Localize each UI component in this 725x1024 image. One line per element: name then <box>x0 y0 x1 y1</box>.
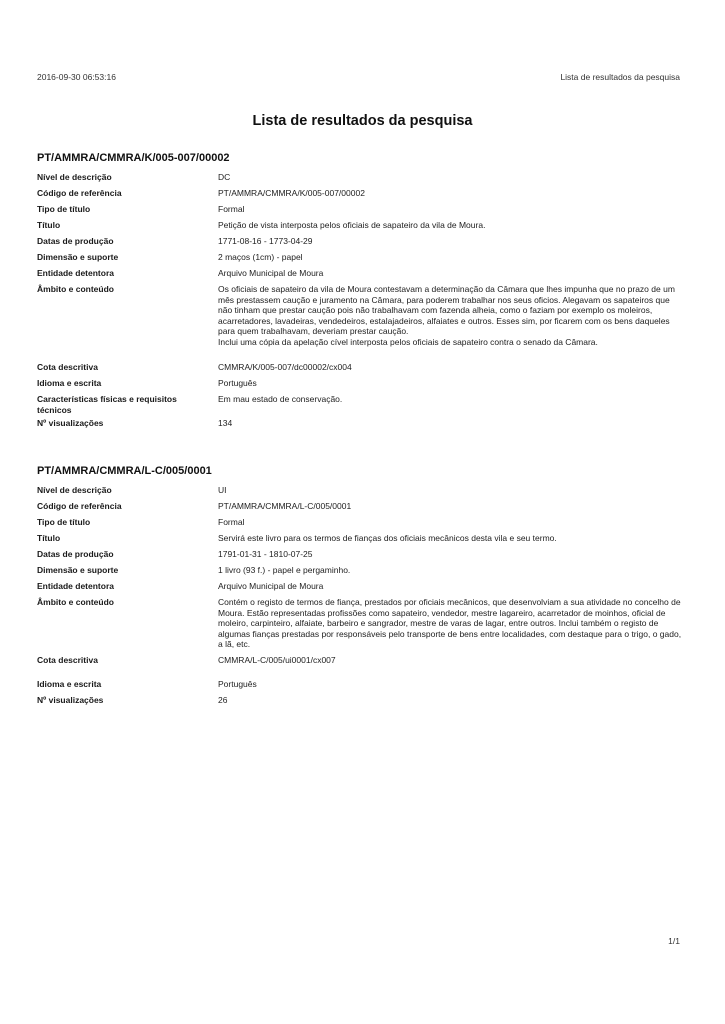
field-value: PT/AMMRA/CMMRA/L-C/005/0001 <box>218 501 352 511</box>
field-row <box>37 533 682 549</box>
field-row <box>37 284 682 362</box>
field-value <box>218 284 682 362</box>
field-row <box>37 597 682 655</box>
field-label: Nível de descrição <box>37 485 112 495</box>
field-row <box>37 204 682 220</box>
field-value: Contém o registo de termos de fiança, prestados por oficiais mecânicos, que desenvolviam a sua atividade no concelho de Moura. Estão representadas profissões como sapateiro, vendedor, mestre lagareiro, acarretador de moinhos, oficial de moleiro, carpinteiro, alfaiate, barbeiro e sangrador, mestre de varas de lagar, entre outros. Inclui também o registo de algumas fianças prestadas por responsáveis pelo transporte de bens entre localidades, com destaque para o trigo, o gado, a lã, etc. <box>218 597 682 650</box>
field-row <box>37 418 682 434</box>
field-row <box>37 679 682 695</box>
record-reference-heading: PT/AMMRA/CMMRA/K/005-007/00002 <box>37 152 230 164</box>
content-paragraph: Inclui uma cópia da apelação cível interposta pelos oficiais de sapateiro contra o senado da Câmara. <box>218 336 598 347</box>
field-label: Datas de produção <box>37 236 114 246</box>
field-row <box>37 362 682 378</box>
field-row <box>37 485 682 501</box>
field-value: 1791-01-31 - 1810-07-25 <box>218 549 313 559</box>
field-value: CMMRA/L-C/005/ui0001/cx007 <box>218 655 336 665</box>
field-row <box>37 549 682 565</box>
field-label: Características físicas e requisitos técnicos <box>37 394 177 415</box>
field-label: Nº visualizações <box>37 695 104 705</box>
record-1 <box>37 152 682 434</box>
field-label: Entidade detentora <box>37 268 114 278</box>
field-label: Entidade detentora <box>37 581 114 591</box>
print-timestamp: 2016-09-30 06:53:16 <box>37 72 116 82</box>
field-label: Código de referência <box>37 188 122 198</box>
field-row <box>37 517 682 533</box>
field-value: PT/AMMRA/CMMRA/K/005-007/00002 <box>218 188 365 198</box>
field-label: Idioma e escrita <box>37 378 102 388</box>
field-row <box>37 501 682 517</box>
field-value: CMMRA/K/005-007/dc00002/cx004 <box>218 362 352 372</box>
field-value: Formal <box>218 517 245 527</box>
field-label: Âmbito e conteúdo <box>37 597 114 607</box>
field-value: UI <box>218 485 227 495</box>
field-label: Nº visualizações <box>37 418 104 428</box>
field-row <box>37 378 682 394</box>
field-label: Tipo de título <box>37 204 91 214</box>
field-value: 1 livro (93 f.) - papel e pergaminho. <box>218 565 351 575</box>
field-label: Título <box>37 220 61 230</box>
field-label: Dimensão e suporte <box>37 252 119 262</box>
field-row <box>37 394 682 418</box>
field-label: Título <box>37 533 61 543</box>
field-value: Formal <box>218 204 245 214</box>
page-title: Lista de resultados da pesquisa <box>252 113 473 129</box>
field-value: Português <box>218 378 257 388</box>
field-label: Dimensão e suporte <box>37 565 119 575</box>
field-label: Cota descritiva <box>37 362 98 372</box>
record-2 <box>37 465 682 711</box>
field-value: 1771-08-16 - 1773-04-29 <box>218 236 313 246</box>
field-label: Tipo de título <box>37 517 91 527</box>
field-row <box>37 581 682 597</box>
page-number: 1/1 <box>668 936 680 946</box>
field-row <box>37 655 682 679</box>
field-value: DC <box>218 172 231 182</box>
field-row <box>37 565 682 581</box>
field-row <box>37 695 682 711</box>
field-value: Português <box>218 679 257 689</box>
field-label: Nível de descrição <box>37 172 112 182</box>
field-value: Arquivo Municipal de Moura <box>218 581 324 591</box>
field-label: Idioma e escrita <box>37 679 102 689</box>
header-title: Lista de resultados da pesquisa <box>560 72 680 82</box>
record-reference-heading: PT/AMMRA/CMMRA/L-C/005/0001 <box>37 465 212 477</box>
field-label: Datas de produção <box>37 549 114 559</box>
field-label: Âmbito e conteúdo <box>37 284 114 294</box>
field-row <box>37 252 682 268</box>
field-row <box>37 268 682 284</box>
content-paragraph: Os oficiais de sapateiro da vila de Moura contestavam a determinação da Câmara que lhes impunha que no prazo de um mês prestassem caução e juramento na Câmara, para poderem trabalhar nos seus oficios. Alegavam os sapateiros que não tinham que prestar caução pois não trabalhavam com fazenda alheia, como o faziam por exemplo os moleiros, acarretadores, lavadeiras, vendedeiros, estalajadeiros, alfaiates e outros. Esses sim, por ficarem com os bens daqueles para quem trabalhavam, deveriam prestar caução. <box>218 284 675 337</box>
field-row <box>37 172 682 188</box>
field-value: 134 <box>218 418 233 428</box>
field-value: Arquivo Municipal de Moura <box>218 268 324 278</box>
field-label: Cota descritiva <box>37 655 98 665</box>
field-value: Servirá este livro para os termos de fianças dos oficiais mecânicos desta vila e seu termo. <box>218 533 557 543</box>
field-row <box>37 220 682 236</box>
field-value: 2 maços (1cm) - papel <box>218 252 303 262</box>
field-row <box>37 236 682 252</box>
field-value: Petição de vista interposta pelos oficiais de sapateiro da vila de Moura. <box>218 220 486 230</box>
field-value: Em mau estado de conservação. <box>218 394 343 404</box>
field-label: Código de referência <box>37 501 122 511</box>
field-value: 26 <box>218 695 228 705</box>
field-row <box>37 188 682 204</box>
